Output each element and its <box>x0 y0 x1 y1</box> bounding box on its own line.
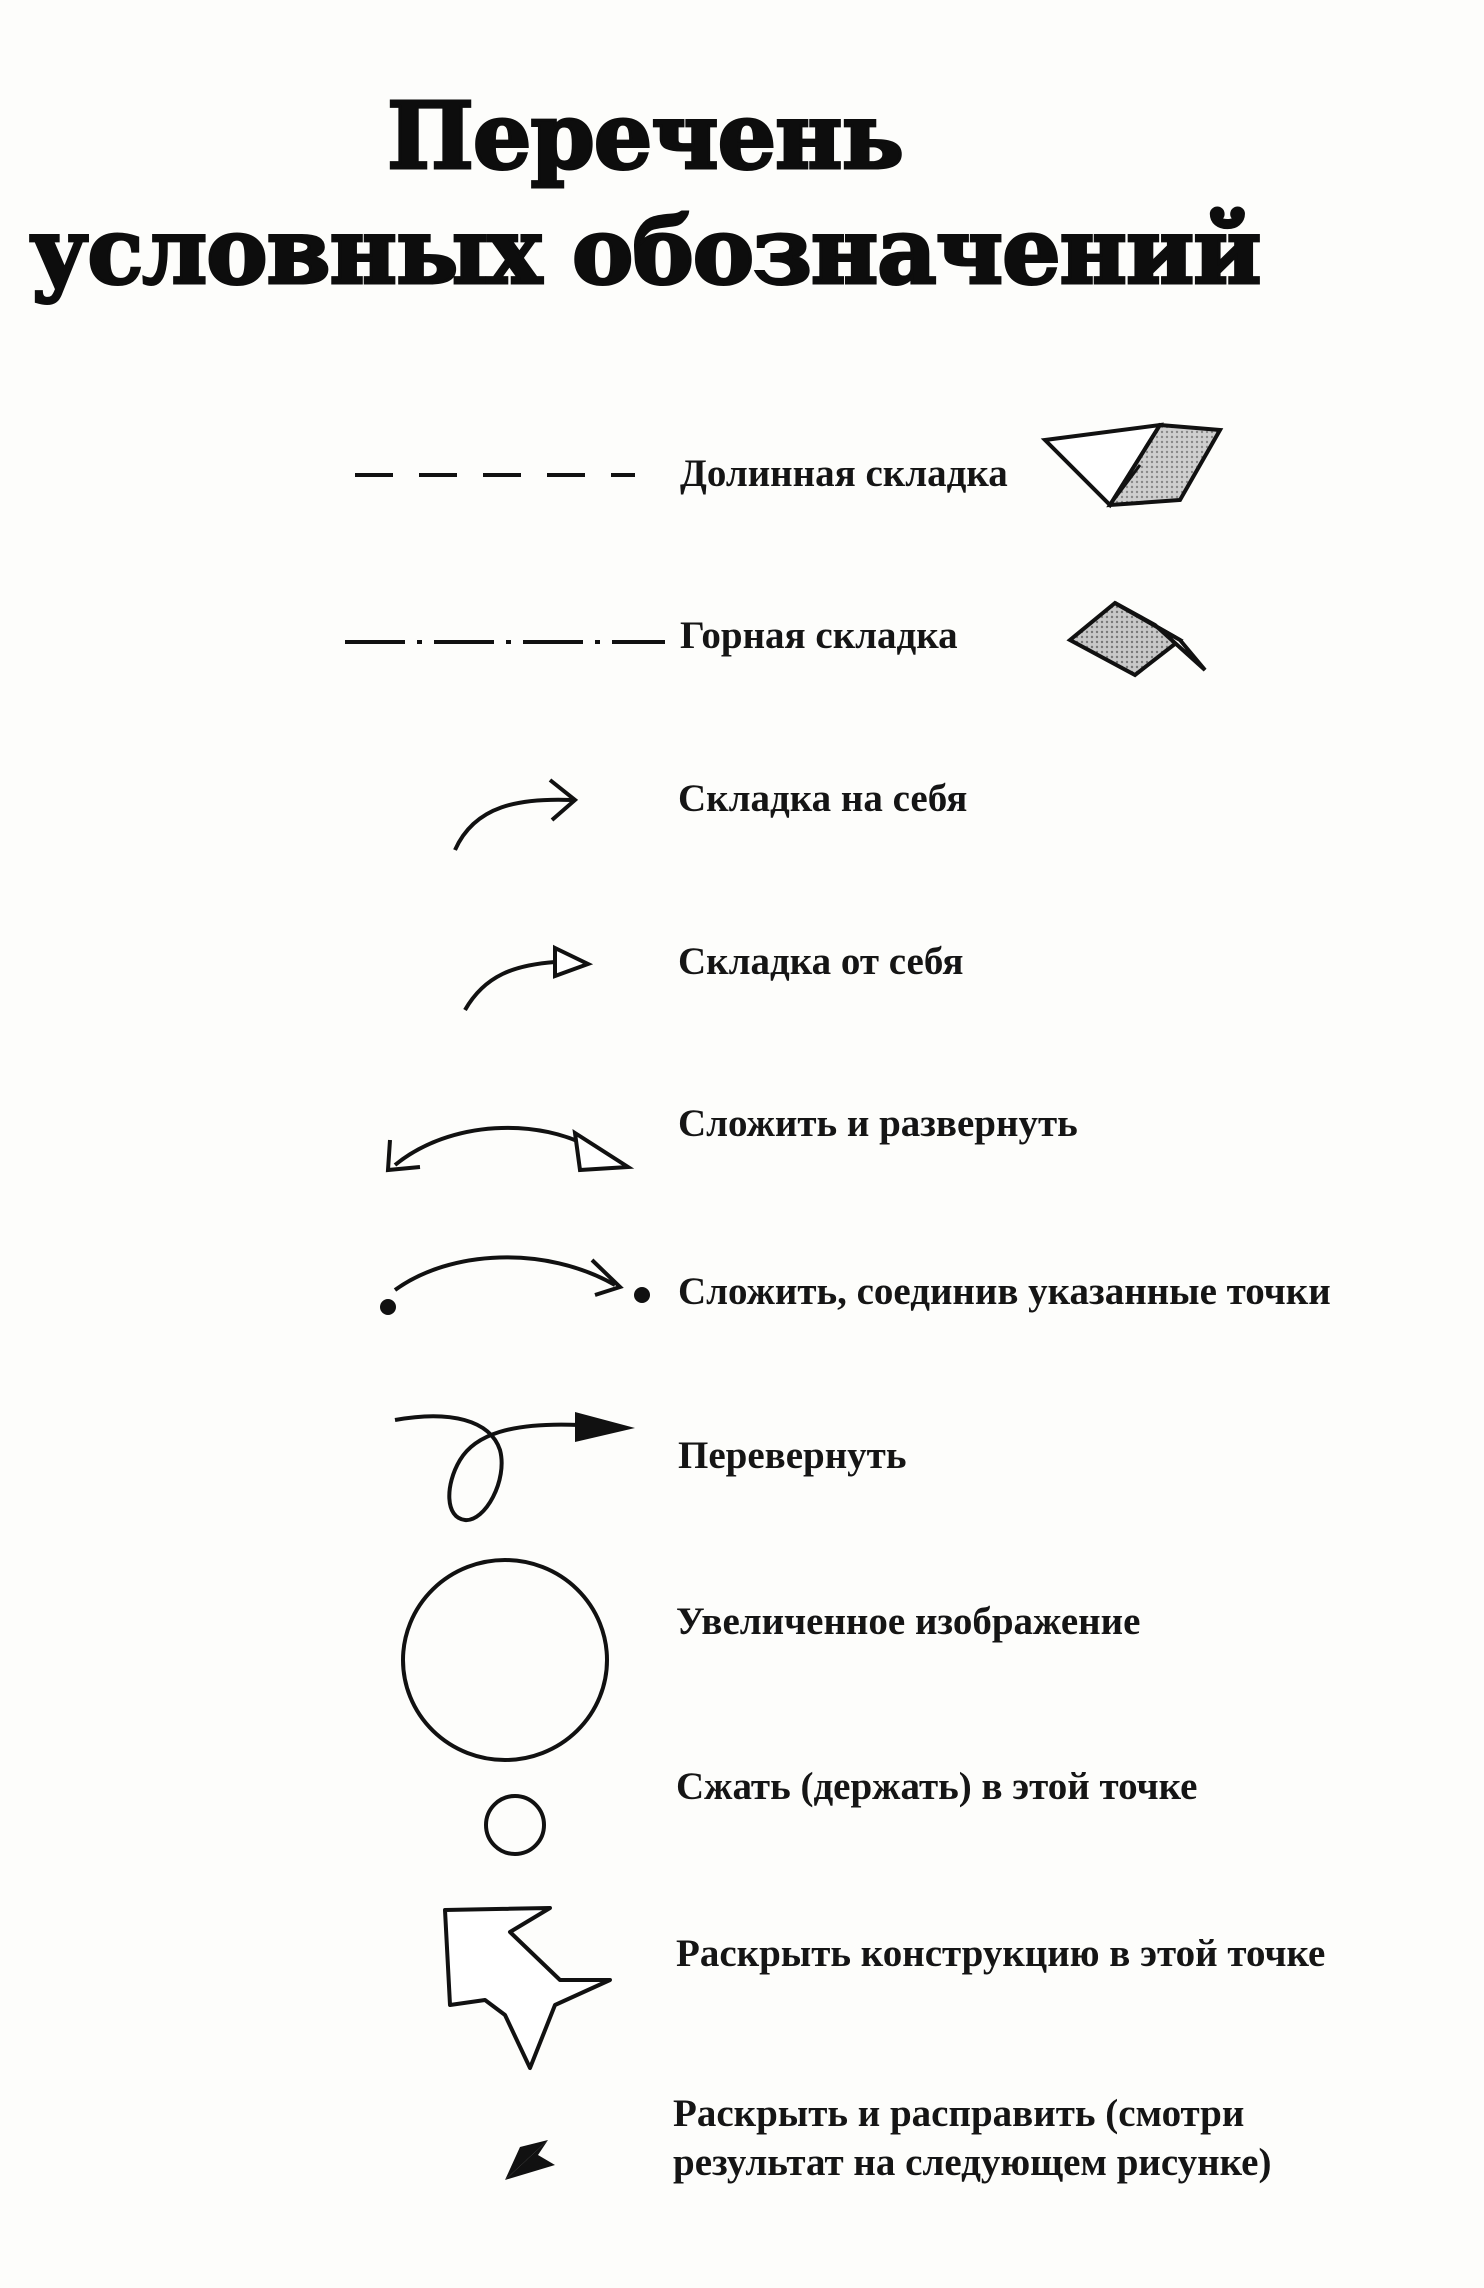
mountain-fold-paper-icon <box>1065 595 1225 685</box>
legend-label: Раскрыть конструкцию в этой точке <box>676 1932 1326 1975</box>
legend-label: Раскрыть и расправить (смотри результат на следующем рисунке) <box>673 2092 1272 2184</box>
legend-label: Складка от себя <box>678 940 964 983</box>
legend-label: Увеличенное изображение <box>676 1600 1141 1643</box>
hold-point-circle-icon <box>480 1790 550 1860</box>
open-construction-arrow-icon <box>430 1900 630 2080</box>
legend-label: Сжать (держать) в этой точке <box>676 1765 1198 1808</box>
valley-fold-paper-icon <box>1040 415 1230 515</box>
fold-unfold-arrow-icon <box>380 1105 640 1185</box>
legend-label: Сложить, соединив указанные точки <box>678 1270 1331 1313</box>
enlarged-view-circle-icon <box>390 1550 620 1770</box>
fold-front-arrow-icon <box>450 770 590 860</box>
open-and-flatten-arrow-icon <box>500 2135 560 2185</box>
legend-label: Перевернуть <box>678 1434 907 1477</box>
mountain-fold-line-icon <box>340 630 670 650</box>
legend-label: Долинная складка <box>680 452 1008 495</box>
fold-to-points-arrow-icon <box>370 1235 660 1325</box>
legend-label: Горная складка <box>680 614 958 657</box>
fold-back-arrow-icon <box>460 930 600 1020</box>
turn-over-arrow-icon <box>390 1400 650 1530</box>
legend-label: Складка на себя <box>678 777 968 820</box>
valley-fold-line-icon <box>350 465 640 485</box>
page-title-line1: Перечень <box>387 82 903 190</box>
page-title-line2: условных обозначений <box>29 197 1261 305</box>
legend-label: Сложить и развернуть <box>678 1102 1078 1145</box>
